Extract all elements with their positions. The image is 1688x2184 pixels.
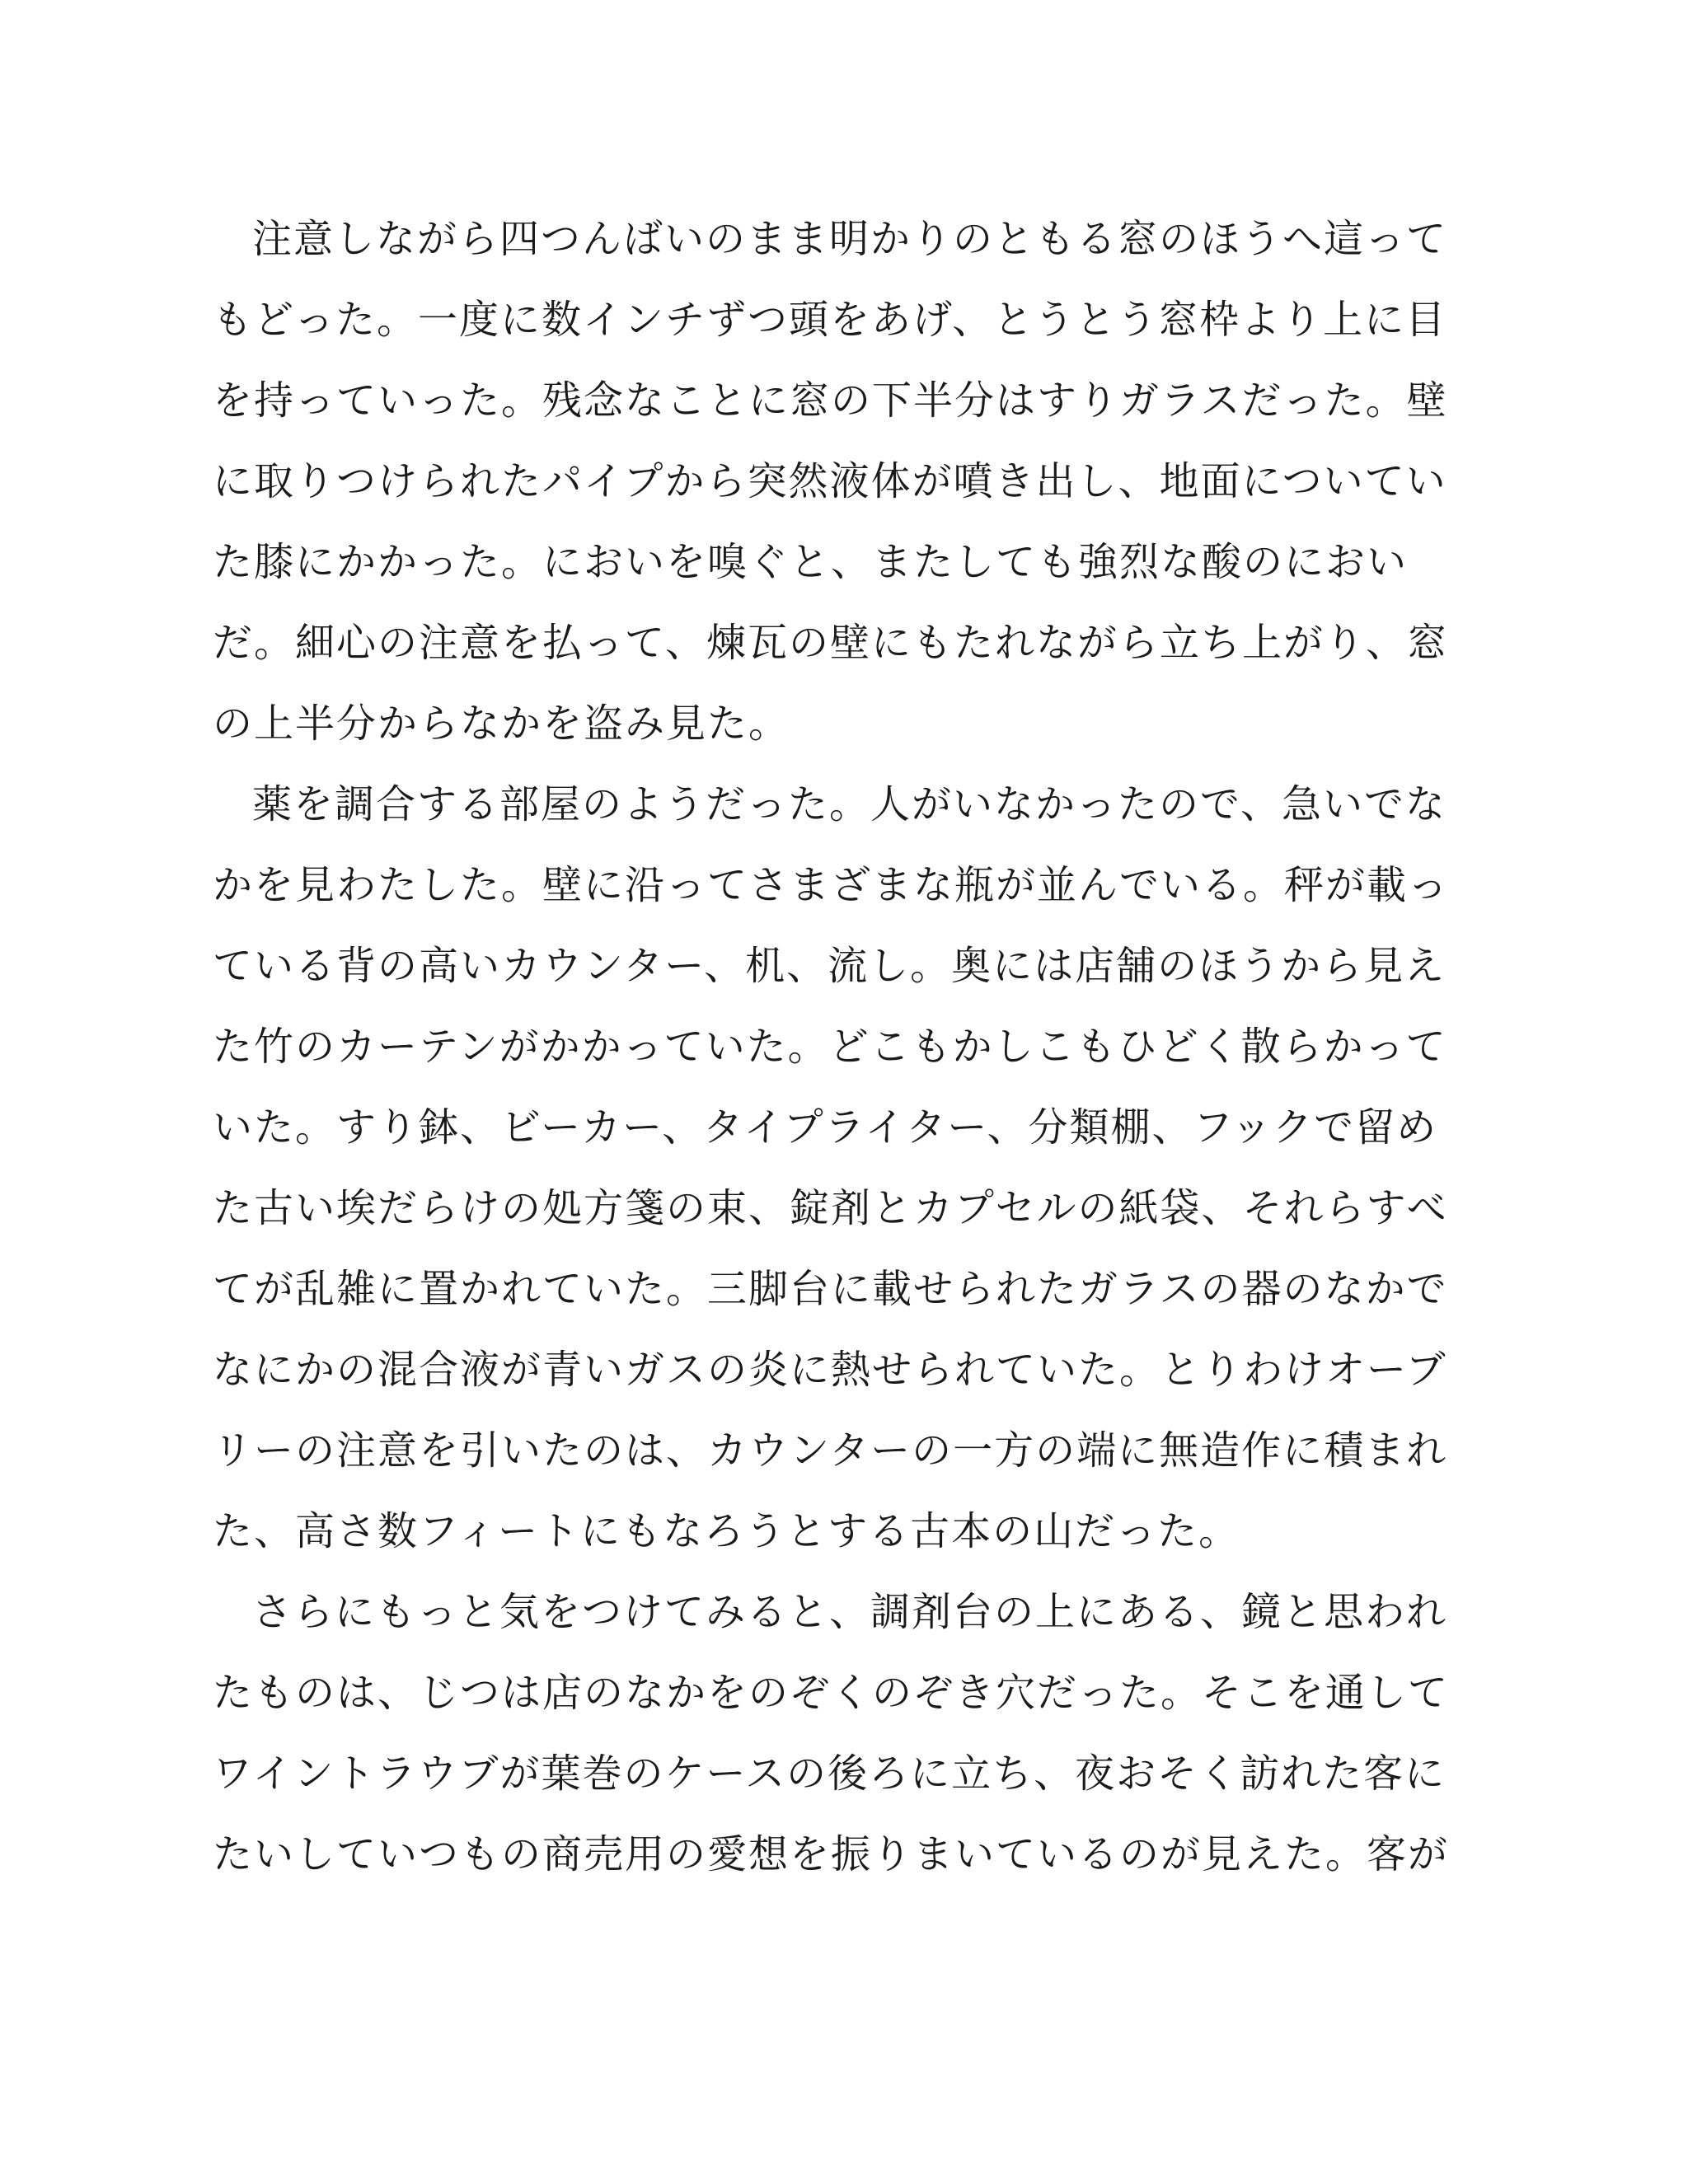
- text-line: た膝にかかった。においを嗅ぐと、またしても強烈な酸のにおい: [213, 539, 1409, 585]
- text-line: た、高さ数フィートにもなろうとする古本の山だった。: [213, 1508, 1240, 1554]
- text-line: なにかの混合液が青いガスの炎に熱せられていた。とりわけオーブ: [213, 1347, 1447, 1393]
- text-line: た竹のカーテンがかかっていた。どこもかしこもひどく散らかって: [213, 1024, 1447, 1070]
- text-line: ている背の高いカウンター、机、流し。奥には店舗のほうから見え: [213, 943, 1447, 989]
- text-line: たものは、じつは店のなかをのぞくのぞき穴だった。そこを通して: [213, 1670, 1450, 1716]
- text-line: かを見わたした。壁に沿ってさまざまな瓶が並んでいる。秤が載っ: [213, 862, 1450, 908]
- text-line: さらにもっと気をつけてみると、調剤台の上にある、鏡と思われ: [252, 1589, 1448, 1635]
- text-line: たいしていつもの商売用の愛想を振りまいているのが見えた。客が: [213, 1831, 1450, 1877]
- text-line: てが乱雑に置かれていた。三脚台に載せられたガラスの器のなかで: [213, 1266, 1448, 1312]
- text-line: だ。細心の注意を払って、煉瓦の壁にもたれながら立ち上がり、窓: [213, 620, 1449, 666]
- text-line: を持っていった。残念なことに窓の下半分はすりガラスだった。壁: [213, 377, 1448, 424]
- text-line: いた。すり鉢、ビーカー、タイプライター、分類棚、フックで留め: [213, 1104, 1438, 1151]
- text-line: リーの注意を引いたのは、カウンターの一方の端に無造作に積まれ: [213, 1427, 1448, 1474]
- text-line: の上半分からなかを盗み見た。: [213, 701, 790, 747]
- text-line: もどった。一度に数インチずつ頭をあげ、とうとう窓枠より上に目: [213, 297, 1447, 343]
- text-line: 薬を調合する部屋のようだった。人がいなかったので、急いでな: [252, 781, 1447, 827]
- text-line: ワイントラウブが葉巻のケースの後ろに立ち、夜おそく訪れた客に: [213, 1750, 1447, 1797]
- text-line: た古い埃だらけの処方箋の束、錠剤とカプセルの紙袋、それらすべ: [213, 1185, 1448, 1231]
- text-line: に取りつけられたパイプから突然液体が噴き出し、地面についてい: [213, 458, 1447, 504]
- text-line: 注意しながら四つんばいのまま明かりのともる窓のほうへ這って: [252, 216, 1448, 262]
